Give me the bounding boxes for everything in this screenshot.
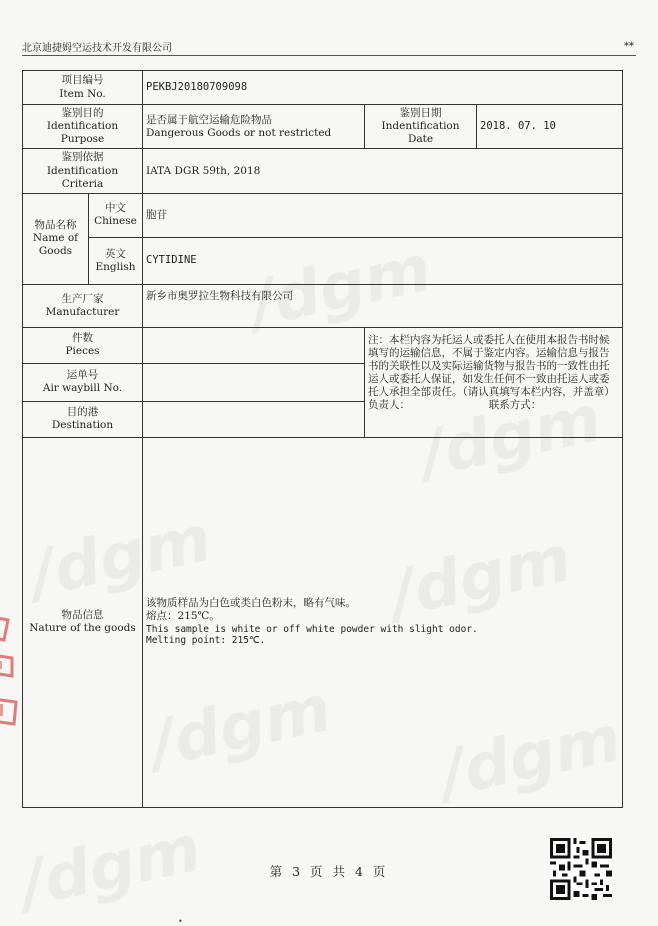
- row-manufacturer: [23, 284, 623, 327]
- chinese-label: 中文 Chinese: [89, 193, 143, 237]
- company-name: 北京迪捷姆空运技术开发有限公司: [22, 43, 172, 54]
- criteria-value: IATA DGR 59th, 2018: [143, 149, 623, 193]
- red-stamp-icon: [0, 606, 30, 736]
- row-goods-chinese: [23, 193, 623, 237]
- manufacturer-value: 新乡市奥罗拉生物科技有限公司: [143, 284, 623, 327]
- goods-name-label: 物品名称 Name of Goods: [23, 193, 89, 284]
- shipper-note: [365, 327, 623, 437]
- row-goods-english: [23, 237, 623, 284]
- destination-value: [143, 401, 365, 437]
- item-no-value: PEKBJ20180709098: [143, 71, 623, 105]
- purpose-label: 鉴别目的 Identification Purpose: [23, 105, 143, 149]
- destination-label: 目的港 Destination: [23, 401, 143, 437]
- nature-label: 物品信息 Nature of the goods: [23, 437, 143, 807]
- waybill-label: 运单号 Air waybill No.: [23, 363, 143, 401]
- row-pieces: [23, 327, 623, 363]
- row-criteria: [23, 149, 623, 193]
- pieces-label: 件数 Pieces: [23, 327, 143, 363]
- page-number: 第 3 页 共 4 页: [269, 864, 389, 879]
- item-no-label: 项目编号 Item No.: [23, 71, 143, 105]
- nature-value: 该物质样品为白色或类白色粉末，略有气味。 熔点：215℃。 This sample is white or off white powder with slight odor. Melting point: 215℃.: [143, 437, 623, 807]
- purpose-value: 是否属于航空运输危险物品 Dangerous Goods or not restricted: [143, 105, 365, 149]
- date-value: 2018. 07. 10: [477, 105, 623, 149]
- goods-english-value: CYTIDINE: [143, 237, 623, 284]
- note-text: 注：本栏内容为托运人或委托人在使用本报告书时候填写的运输信息，不属于鉴定内容。运输信息与报告书的关联性以及实际运输货物与报告书的一致性由托运人或委托人保证，如发生任何不一致由托运人或委托人承担全部责任。（请认真填写本栏内容，并盖章）: [368, 333, 615, 399]
- qr-code-icon: [550, 838, 612, 900]
- english-label: 英文 English: [89, 237, 143, 284]
- responsible-label: 负责人：: [368, 399, 411, 412]
- scan-mark: •: [178, 917, 183, 926]
- row-nature: [23, 437, 623, 807]
- manufacturer-label: 生产厂家 Manufacturer: [23, 284, 143, 327]
- waybill-value: [143, 363, 365, 401]
- page-header: [22, 37, 636, 56]
- criteria-label: 鉴别依据 Identification Criteria: [23, 149, 143, 193]
- date-label: 鉴别日期 Indentification Date: [365, 105, 477, 149]
- row-item-no: [23, 71, 623, 105]
- contact-label: 联系方式：: [488, 399, 542, 412]
- header-marks: **: [624, 41, 634, 52]
- goods-chinese-value: 胞苷: [143, 193, 623, 237]
- row-purpose: [23, 105, 623, 149]
- pieces-value: [143, 327, 365, 363]
- report-table: [22, 70, 623, 808]
